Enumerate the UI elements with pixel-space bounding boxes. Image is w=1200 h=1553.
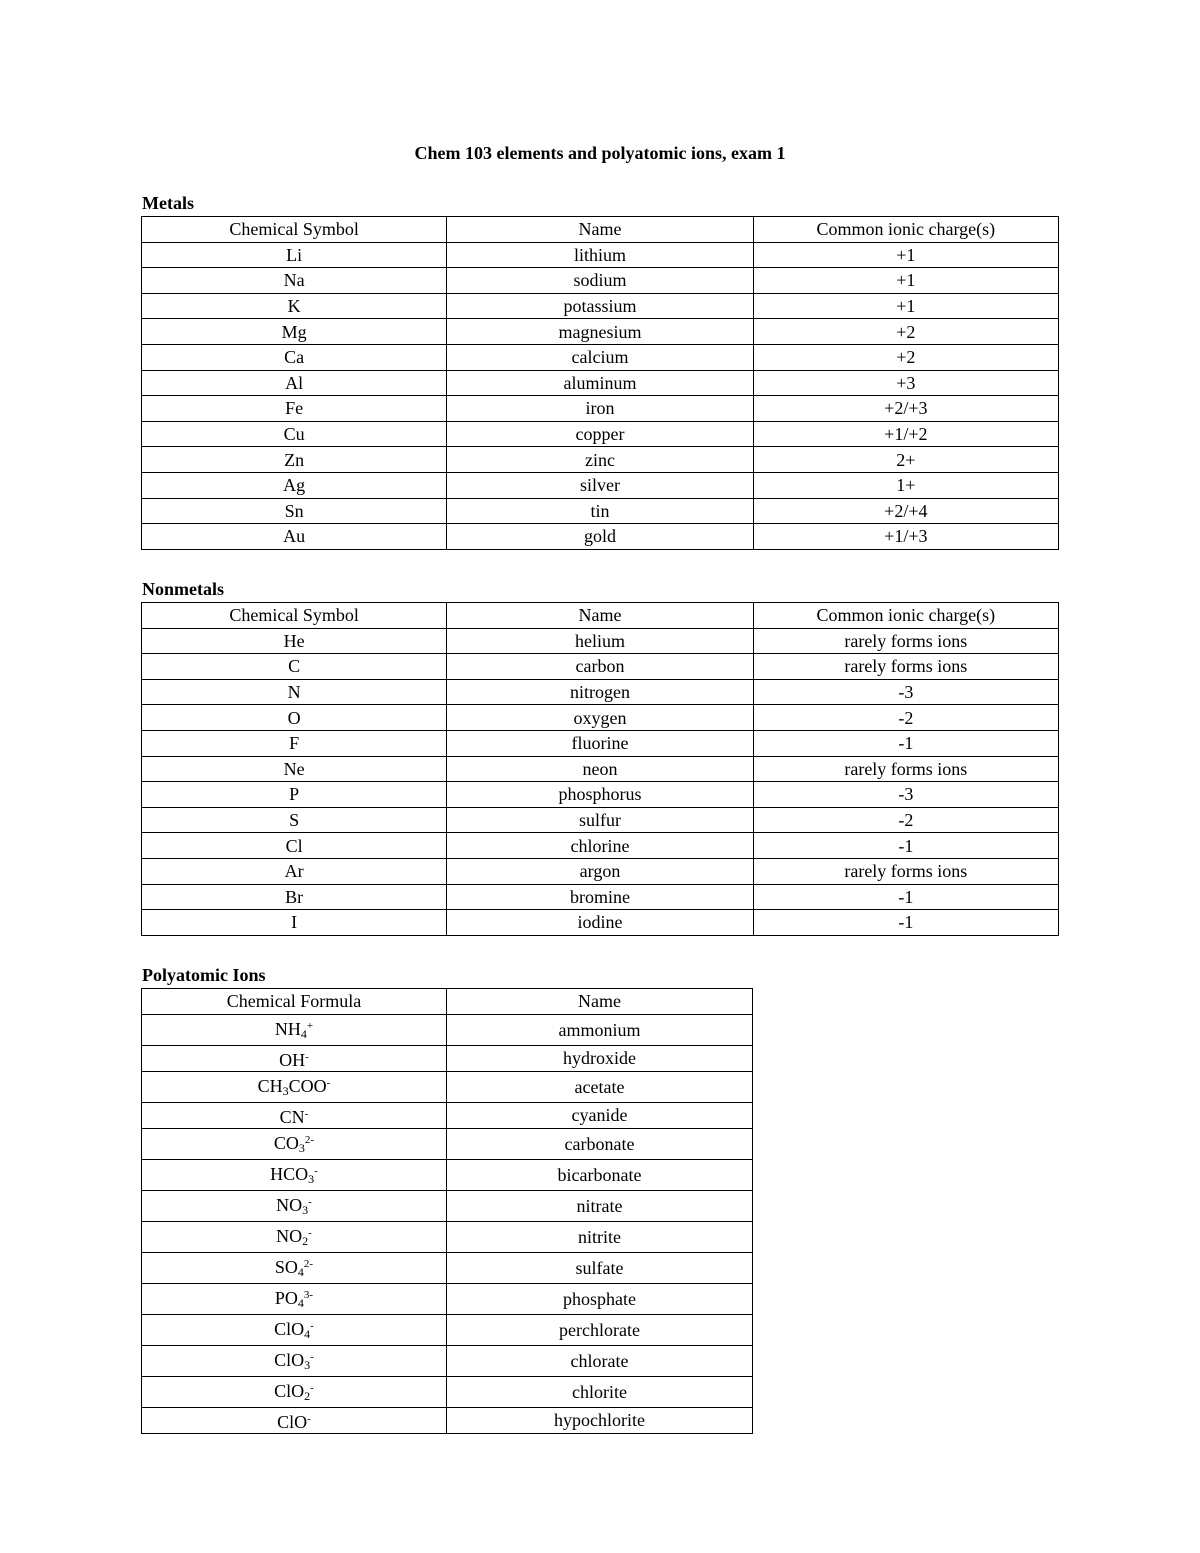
symbol-cell: Na	[142, 268, 447, 294]
formula-cell	[142, 1071, 447, 1102]
charge-cell: -1	[753, 884, 1058, 910]
table-row	[142, 756, 1059, 782]
charge-cell: -1	[753, 833, 1058, 859]
table-row	[142, 1283, 753, 1314]
formula-cell	[142, 1252, 447, 1283]
table-row	[142, 472, 1059, 498]
formula-subscript: 3	[282, 1083, 289, 1098]
table-row	[142, 782, 1059, 808]
formula-charge: -	[310, 1319, 314, 1332]
symbol-cell: Cl	[142, 833, 447, 859]
table-header-row	[142, 603, 1059, 629]
charge-cell: +2/+4	[753, 498, 1058, 524]
name-cell: phosphorus	[447, 782, 753, 808]
formula-subscript: 2	[302, 1233, 309, 1248]
table-row	[142, 628, 1059, 654]
name-cell: nitrite	[447, 1221, 753, 1252]
symbol-cell: Cu	[142, 421, 447, 447]
name-cell: tin	[447, 498, 753, 524]
formula-cell	[142, 1102, 447, 1128]
column-header: Chemical Formula	[142, 989, 447, 1015]
formula-text: SO	[274, 1256, 298, 1277]
nonmetals-heading: Nonmetals	[142, 579, 224, 599]
name-cell: magnesium	[447, 319, 753, 345]
formula-subscript: 3	[298, 1140, 305, 1155]
name-cell: gold	[447, 524, 753, 550]
formula-text: OH	[279, 1049, 306, 1070]
name-cell: aluminum	[447, 370, 753, 396]
polyatomic-ions-table	[141, 988, 753, 1434]
column-header: Common ionic charge(s)	[753, 603, 1058, 629]
name-cell: hydroxide	[447, 1045, 753, 1071]
table-row	[142, 242, 1059, 268]
name-cell: chlorite	[447, 1376, 753, 1407]
charge-cell: +2	[753, 319, 1058, 345]
formula-cell	[142, 1014, 447, 1045]
symbol-cell: C	[142, 654, 447, 680]
symbol-cell: S	[142, 807, 447, 833]
formula-cell	[142, 1407, 447, 1433]
formula-text: NO	[276, 1225, 303, 1246]
table-row	[142, 705, 1059, 731]
charge-cell: rarely forms ions	[753, 654, 1058, 680]
name-cell: perchlorate	[447, 1314, 753, 1345]
charge-cell: -3	[753, 679, 1058, 705]
table-row	[142, 1071, 753, 1102]
formula-text: ClO	[277, 1411, 308, 1432]
symbol-cell: Au	[142, 524, 447, 550]
metals-table	[141, 216, 1059, 550]
name-cell: acetate	[447, 1071, 753, 1102]
column-header: Name	[447, 603, 753, 629]
charge-cell: -2	[753, 807, 1058, 833]
symbol-cell: I	[142, 910, 447, 936]
charge-cell: +1/+3	[753, 524, 1058, 550]
name-cell: fluorine	[447, 730, 753, 756]
table-row	[142, 268, 1059, 294]
formula-text: HCO	[270, 1163, 309, 1184]
name-cell: silver	[447, 472, 753, 498]
formula-charge: -	[314, 1164, 318, 1177]
table-row	[142, 1221, 753, 1252]
formula-charge: -	[305, 1050, 309, 1063]
table-row	[142, 293, 1059, 319]
formula-text: ClO	[274, 1318, 305, 1339]
table-row	[142, 344, 1059, 370]
charge-cell: -1	[753, 910, 1058, 936]
symbol-cell: K	[142, 293, 447, 319]
formula-subscript: 4	[300, 1026, 307, 1041]
formula-cell	[142, 1128, 447, 1159]
formula-charge: -	[310, 1381, 314, 1394]
table-row	[142, 1159, 753, 1190]
charge-cell: +1	[753, 268, 1058, 294]
formula-text: COO	[288, 1075, 327, 1096]
name-cell: lithium	[447, 242, 753, 268]
symbol-cell: Mg	[142, 319, 447, 345]
name-cell: argon	[447, 858, 753, 884]
formula-charge: -	[307, 1412, 311, 1425]
formula-cell	[142, 1283, 447, 1314]
column-header: Name	[447, 217, 753, 243]
charge-cell: +1	[753, 293, 1058, 319]
formula-cell	[142, 1376, 447, 1407]
table-row	[142, 370, 1059, 396]
symbol-cell: Fe	[142, 396, 447, 422]
name-cell: bicarbonate	[447, 1159, 753, 1190]
name-cell: neon	[447, 756, 753, 782]
symbol-cell: N	[142, 679, 447, 705]
formula-text: CH	[257, 1075, 283, 1096]
name-cell: oxygen	[447, 705, 753, 731]
name-cell: sodium	[447, 268, 753, 294]
formula-charge: -	[310, 1350, 314, 1363]
table-row	[142, 396, 1059, 422]
symbol-cell: O	[142, 705, 447, 731]
formula-cell	[142, 1314, 447, 1345]
formula-charge: 3-	[303, 1288, 314, 1301]
formula-cell	[142, 1045, 447, 1071]
symbol-cell: P	[142, 782, 447, 808]
table-row	[142, 319, 1059, 345]
table-row	[142, 1345, 753, 1376]
name-cell: hypochlorite	[447, 1407, 753, 1433]
table-row	[142, 524, 1059, 550]
charge-cell: +3	[753, 370, 1058, 396]
name-cell: ammonium	[447, 1014, 753, 1045]
formula-cell	[142, 1190, 447, 1221]
symbol-cell: Ar	[142, 858, 447, 884]
table-row	[142, 1128, 753, 1159]
symbol-cell: Zn	[142, 447, 447, 473]
name-cell: iron	[447, 396, 753, 422]
charge-cell: -2	[753, 705, 1058, 731]
name-cell: potassium	[447, 293, 753, 319]
formula-subscript: 4	[297, 1264, 304, 1279]
charge-cell: rarely forms ions	[753, 628, 1058, 654]
formula-text: PO	[274, 1287, 298, 1308]
table-row	[142, 884, 1059, 910]
symbol-cell: Ca	[142, 344, 447, 370]
name-cell: phosphate	[447, 1283, 753, 1314]
table-row	[142, 1376, 753, 1407]
metals-heading: Metals	[142, 193, 194, 213]
formula-text: ClO	[274, 1349, 305, 1370]
page-title: Chem 103 elements and polyatomic ions, exam 1	[414, 143, 786, 163]
charge-cell: +2/+3	[753, 396, 1058, 422]
table-row	[142, 1014, 753, 1045]
formula-charge: 2-	[303, 1257, 314, 1270]
table-row	[142, 1045, 753, 1071]
table-header-row	[142, 217, 1059, 243]
table-row	[142, 1190, 753, 1221]
name-cell: nitrate	[447, 1190, 753, 1221]
formula-subscript: 3	[302, 1202, 309, 1217]
name-cell: carbonate	[447, 1128, 753, 1159]
formula-charge: -	[308, 1226, 312, 1239]
symbol-cell: Br	[142, 884, 447, 910]
name-cell: copper	[447, 421, 753, 447]
table-row	[142, 730, 1059, 756]
name-cell: sulfur	[447, 807, 753, 833]
formula-text: NH	[274, 1018, 301, 1039]
column-header: Chemical Symbol	[142, 603, 447, 629]
formula-text: CO	[273, 1132, 299, 1153]
symbol-cell: Al	[142, 370, 447, 396]
formula-charge: -	[304, 1107, 309, 1120]
table-row	[142, 910, 1059, 936]
formula-charge: -	[308, 1195, 312, 1208]
name-cell: helium	[447, 628, 753, 654]
charge-cell: -3	[753, 782, 1058, 808]
charge-cell: 1+	[753, 472, 1058, 498]
table-row	[142, 679, 1059, 705]
table-header-row	[142, 989, 753, 1015]
table-row	[142, 447, 1059, 473]
symbol-cell: He	[142, 628, 447, 654]
table-row	[142, 421, 1059, 447]
name-cell: calcium	[447, 344, 753, 370]
charge-cell: +2	[753, 344, 1058, 370]
name-cell: sulfate	[447, 1252, 753, 1283]
formula-cell	[142, 1221, 447, 1252]
formula-subscript: 4	[304, 1326, 311, 1341]
table-row	[142, 1314, 753, 1345]
charge-cell: +1	[753, 242, 1058, 268]
table-row	[142, 654, 1059, 680]
symbol-cell: Ag	[142, 472, 447, 498]
symbol-cell: Sn	[142, 498, 447, 524]
column-header: Common ionic charge(s)	[753, 217, 1058, 243]
name-cell: bromine	[447, 884, 753, 910]
table-row	[142, 498, 1059, 524]
charge-cell: +1/+2	[753, 421, 1058, 447]
formula-text: CN	[279, 1106, 305, 1127]
symbol-cell: F	[142, 730, 447, 756]
name-cell: chlorate	[447, 1345, 753, 1376]
symbol-cell: Ne	[142, 756, 447, 782]
table-row	[142, 1252, 753, 1283]
formula-subscript: 3	[304, 1357, 311, 1372]
table-row	[142, 1407, 753, 1433]
formula-subscript: 2	[304, 1388, 311, 1403]
formula-cell	[142, 1345, 447, 1376]
charge-cell: 2+	[753, 447, 1058, 473]
formula-text: NO	[276, 1194, 303, 1215]
formula-cell	[142, 1159, 447, 1190]
formula-charge: -	[326, 1076, 331, 1089]
column-header: Name	[447, 989, 753, 1015]
table-row	[142, 1102, 753, 1128]
name-cell: chlorine	[447, 833, 753, 859]
table-row	[142, 833, 1059, 859]
name-cell: cyanide	[447, 1102, 753, 1128]
table-row	[142, 858, 1059, 884]
formula-charge: 2-	[304, 1133, 315, 1146]
charge-cell: rarely forms ions	[753, 756, 1058, 782]
charge-cell: -1	[753, 730, 1058, 756]
name-cell: carbon	[447, 654, 753, 680]
table-row	[142, 807, 1059, 833]
formula-subscript: 4	[297, 1295, 304, 1310]
charge-cell: rarely forms ions	[753, 858, 1058, 884]
column-header: Chemical Symbol	[142, 217, 447, 243]
name-cell: nitrogen	[447, 679, 753, 705]
formula-charge: +	[306, 1019, 314, 1032]
name-cell: iodine	[447, 910, 753, 936]
nonmetals-table	[141, 602, 1059, 936]
formula-text: ClO	[274, 1380, 305, 1401]
symbol-cell: Li	[142, 242, 447, 268]
formula-subscript: 3	[308, 1171, 315, 1186]
name-cell: zinc	[447, 447, 753, 473]
polyatomic-ions-heading: Polyatomic Ions	[142, 965, 266, 985]
